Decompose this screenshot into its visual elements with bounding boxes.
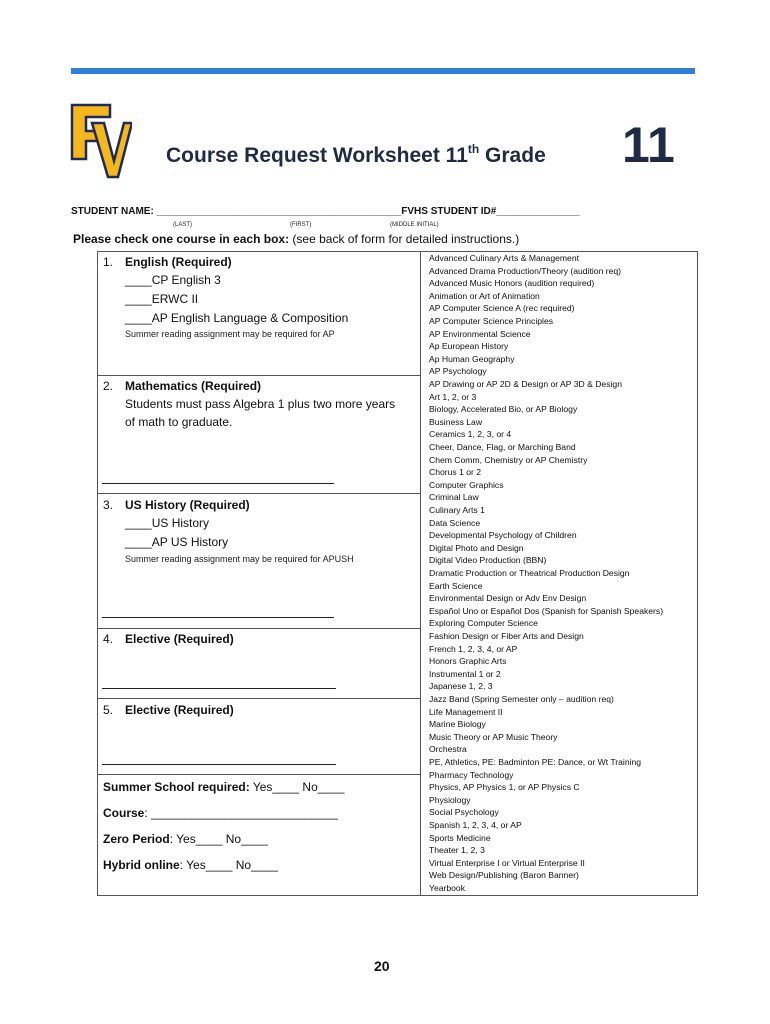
elective-list-item: Digital Video Production (BBN) — [429, 555, 547, 566]
elective-2-section — [98, 699, 420, 775]
elective-list-item: Developmental Psychology of Children — [429, 530, 577, 541]
elective-list-item: Jazz Band (Spring Semester only – audition req) — [429, 694, 614, 704]
elective-list-item: Environmental Design or Adv Env Design — [429, 593, 587, 604]
math-requirement-line2: of math to graduate. — [125, 415, 233, 429]
elective-list-item: Pharmacy Technology — [429, 769, 514, 780]
elective-list-item: Fashion Design or Fiber Arts and Design — [429, 631, 584, 641]
us-history-option[interactable]: ____US History — [125, 516, 210, 530]
elective-list-item: Digital Photo and Design — [429, 542, 524, 553]
elective-list-item: Criminal Law — [429, 492, 479, 503]
english-note: Summer reading assignment may be required for AP — [125, 329, 335, 339]
elective-list-item: Orchestra — [429, 744, 467, 755]
page-title: Course Request Worksheet 11th Grade — [166, 142, 546, 167]
elective-list-item: Chem Comm, Chemistry or AP Chemistry — [429, 454, 588, 465]
elective-list-item: Instrumental 1 or 2 — [429, 668, 501, 679]
elective-list-item: Music Theory or AP Music Theory — [429, 731, 558, 742]
elective-list-item: Animation or Art of Animation — [429, 290, 540, 301]
elective-list-item: Virtual Enterprise I or Virtual Enterprise II — [429, 857, 585, 868]
math-section — [98, 376, 420, 494]
elective-list-item: Spanish 1, 2, 3, 4, or AP — [429, 820, 522, 830]
elective-list-item: PE, Athletics, PE: Badminton PE: Dance, or Wt Training — [429, 757, 642, 767]
elective-list-item: Earth Science — [429, 580, 483, 591]
elective-list-item: Ap European History — [429, 341, 509, 352]
student-name-id-line: STUDENT NAME: ____________________________________________FVHS STUDENT ID#_______________ — [71, 206, 580, 217]
elective-1-field[interactable] — [102, 688, 336, 689]
middle-initial-label: (MIDDLE INITIAL) — [390, 222, 439, 228]
elective-list-item: Yearbook — [429, 883, 465, 893]
elective-list-item: Art 1, 2, or 3 — [429, 391, 477, 402]
last-name-label: (LAST) — [173, 222, 193, 228]
math-course-field[interactable] — [102, 483, 334, 484]
elective-list-item: Chorus 1 or 2 — [429, 467, 482, 478]
elective-list-item: Advanced Music Honors (audition required) — [429, 278, 595, 289]
elective-list-item: Cheer, Dance, Flag, or Marching Band — [429, 442, 576, 452]
elective-2-field[interactable] — [102, 764, 336, 765]
elective-list-item: Sports Medicine — [429, 832, 491, 843]
summer-school-line[interactable]: Summer School required: Yes____ No____ — [103, 780, 345, 794]
zero-period-line[interactable]: Zero Period: Yes____ No____ — [103, 832, 268, 846]
elective-list-item: Marine Biology — [429, 719, 486, 730]
required-courses-column — [98, 252, 421, 895]
elective-list-item: AP Environmental Science — [429, 328, 531, 339]
elective-list-item: Life Management II — [429, 706, 503, 717]
elective-1-section — [98, 629, 420, 699]
elective-list-item: Social Psychology — [429, 807, 499, 818]
elective-list-item: French 1, 2, 3, 4, or AP — [429, 643, 518, 654]
elective-list-item: Data Science — [429, 517, 481, 528]
elective-list-item: Biology, Accelerated Bio, or AP Biology — [429, 404, 578, 415]
elective-list-item: Culinary Arts 1 — [429, 505, 485, 515]
grade-number: 11 — [622, 117, 675, 173]
elective-list-item: AP Drawing or AP 2D & Design or AP 3D & Design — [429, 379, 622, 389]
elective-list-item: AP Computer Science A (rec required) — [429, 303, 575, 314]
instructions: Please check one course in each box: (see back of form for detailed instructions.) — [73, 232, 520, 246]
first-name-label: (FIRST) — [290, 222, 312, 228]
elective-list-item: Physiology — [429, 794, 471, 805]
elective-list-item: Web Design/Publishing (Baron Banner) — [429, 870, 579, 881]
history-note: Summer reading assignment may be required for APUSH — [125, 554, 354, 564]
elective-list-item: AP Psychology — [429, 366, 487, 377]
elective-list-item: Advanced Drama Production/Theory (audition req) — [429, 265, 622, 276]
ap-english-option[interactable]: ____AP English Language & Composition — [125, 311, 349, 325]
us-history-section — [98, 494, 420, 629]
elective-list-item: Physics, AP Physics 1, or AP Physics C — [429, 782, 580, 793]
elective-1-title: 4. Elective (Required) — [103, 632, 234, 646]
course-line[interactable]: Course: ____________________________ — [103, 806, 338, 820]
ap-us-history-option[interactable]: ____AP US History — [125, 535, 229, 549]
elective-list-item: Advanced Culinary Arts & Management — [429, 253, 579, 263]
elective-list-item: Ceramics 1, 2, 3, or 4 — [429, 429, 512, 440]
elective-list-item: Business Law — [429, 416, 483, 427]
summer-school-section — [98, 775, 420, 895]
school-logo — [70, 103, 132, 179]
elective-2-title: 5. Elective (Required) — [103, 703, 234, 717]
elective-list-item: Theater 1, 2, 3 — [429, 845, 485, 856]
english-title: 1. English (Required) — [103, 255, 232, 269]
elective-list-item: Dramatic Production or Theatrical Production Design — [429, 568, 630, 578]
elective-list-item: Español Uno or Español Dos (Spanish for Spanish Speakers) — [429, 605, 664, 616]
history-course-field[interactable] — [102, 617, 334, 618]
elective-list-item: Japanese 1, 2, 3 — [429, 681, 493, 692]
hybrid-online-line[interactable]: Hybrid online: Yes____ No____ — [103, 858, 278, 872]
elective-list-item: Computer Graphics — [429, 479, 504, 490]
cp-english-3-option[interactable]: ____CP English 3 — [125, 273, 221, 287]
english-section — [98, 252, 420, 376]
erwc-ii-option[interactable]: ____ERWC II — [125, 292, 199, 306]
math-title: 2. Mathematics (Required) — [103, 379, 262, 393]
elective-list-item: Honors Graphic Arts — [429, 656, 507, 667]
page-number: 20 — [374, 958, 390, 974]
math-requirement-line1: Students must pass Algebra 1 plus two more years — [125, 397, 396, 411]
elective-list-item: Ap Human Geography — [429, 353, 515, 364]
elective-list-item: AP Computer Science Principles — [429, 316, 554, 326]
elective-list-item: Exploring Computer Science — [429, 618, 538, 629]
us-history-title: 3. US History (Required) — [103, 498, 250, 512]
course-selection-box — [97, 251, 698, 896]
header-accent-bar — [71, 68, 695, 74]
